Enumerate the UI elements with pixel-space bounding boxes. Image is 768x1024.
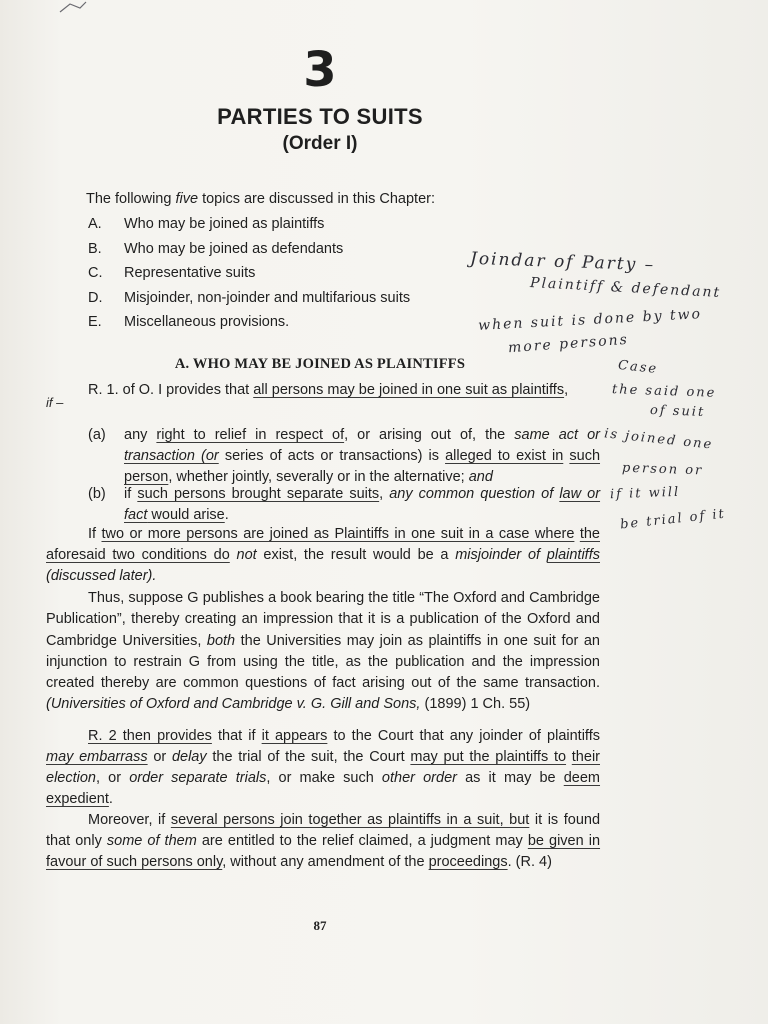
underlined-text: alleged to exist in bbox=[445, 448, 564, 464]
text: If bbox=[88, 526, 102, 542]
underlined-text: their bbox=[571, 749, 600, 765]
topic-list bbox=[88, 216, 410, 339]
text: Moreover, if bbox=[88, 812, 171, 828]
text: or bbox=[147, 749, 172, 765]
topic-text: Who may be joined as plaintiffs bbox=[124, 216, 325, 232]
topic-letter: D. bbox=[88, 289, 103, 306]
topic-letter: A. bbox=[88, 216, 102, 232]
text: if bbox=[124, 486, 138, 502]
handwritten-note: when suit is done by two bbox=[477, 306, 703, 334]
text: , bbox=[564, 382, 569, 398]
case-citation: (Universities of Oxford and Cambridge v. G. Gill and Sons, bbox=[46, 696, 421, 713]
text: to the Court that any joinder of plaintiffs bbox=[327, 728, 600, 744]
rule-2-paragraph bbox=[46, 726, 600, 810]
margin-note: if – bbox=[46, 395, 64, 410]
underlined-text: may embarrass bbox=[46, 749, 148, 765]
condition-a bbox=[124, 425, 600, 488]
italic-text: misjoinder of bbox=[455, 547, 541, 563]
handwritten-note: Case bbox=[617, 357, 659, 378]
underlined-text: such person bbox=[124, 448, 601, 485]
handwritten-note: if it will bbox=[609, 484, 681, 503]
intro-text-end: topics are discussed in this Chapter: bbox=[198, 191, 435, 207]
italic-text: order separate trials bbox=[129, 770, 267, 786]
handwritten-note: more persons bbox=[507, 331, 630, 357]
handwritten-note: is joined one bbox=[603, 426, 714, 453]
topic-item bbox=[88, 314, 410, 339]
underlined-text: may put the plaintiffs to bbox=[410, 749, 567, 765]
underlined-text: R. 2 then provides bbox=[88, 728, 212, 744]
text: , bbox=[379, 486, 390, 502]
chapter-number: 3 bbox=[303, 42, 337, 98]
handwritten-note: Joindar of Party – bbox=[469, 248, 656, 276]
underlined-text: transaction (or bbox=[124, 448, 219, 464]
text: . bbox=[224, 507, 229, 523]
text bbox=[230, 547, 237, 563]
condition-b-label: (b) bbox=[88, 486, 106, 502]
handwritten-note: be trial of it bbox=[619, 506, 727, 533]
underlined-text: the aforesaid two conditions do bbox=[46, 526, 600, 563]
topic-item bbox=[88, 265, 410, 290]
chapter-title: PARTIES TO SUITS bbox=[217, 104, 423, 129]
text: (1899) 1 Ch. 55) bbox=[420, 696, 531, 713]
text: as it may be bbox=[456, 770, 564, 786]
text: Thus, suppose G publishes a book bearing the title “The Oxford and Cambridge Publication”, thereby creating an impression that it is a publication of the Oxford and Cambridge Universities, bbox=[46, 590, 600, 649]
italic-text: election bbox=[46, 770, 96, 786]
underlined-text: proceedings bbox=[428, 854, 508, 870]
text: are entitled to the relief claimed, a judgment may bbox=[196, 833, 528, 849]
italic-text: other order bbox=[381, 770, 457, 786]
topic-letter: E. bbox=[88, 314, 102, 330]
handwritten-note: the said one bbox=[611, 382, 717, 401]
text: exist, the result would be a bbox=[256, 547, 456, 563]
underlined-text: two or more persons are joined as Plaintiffs in one suit in a case where bbox=[101, 526, 575, 542]
text: the Universities may join as plaintiffs in one suit for an injunction to restrain G from using the title, as the publication and the impression created thereby are common questions of fact arising out of the same transaction. bbox=[46, 632, 600, 692]
underlined-text: be given in favour of such persons only bbox=[46, 833, 601, 870]
underlined-text: would arise bbox=[147, 507, 225, 523]
text: , or make such bbox=[266, 770, 382, 786]
section-heading: A. WHO MAY BE JOINED AS PLAINTIFFS bbox=[174, 356, 466, 372]
underlined-text: it appears bbox=[261, 728, 328, 744]
italic-text: both bbox=[206, 632, 236, 649]
handwritten-note: person or bbox=[621, 460, 704, 479]
text: it is found that only bbox=[46, 812, 601, 849]
text: the trial of the suit, the Court bbox=[206, 749, 411, 765]
topic-item bbox=[88, 290, 410, 315]
condition-b bbox=[124, 484, 600, 526]
pen-mark bbox=[58, 0, 88, 14]
rule-4-paragraph bbox=[46, 810, 600, 873]
handwritten-note: Plaintiff & defendant bbox=[529, 275, 722, 301]
page-number: 87 bbox=[313, 918, 327, 933]
text: , whether jointly, severally or in the alternative; bbox=[168, 469, 469, 485]
italic-text: some of them bbox=[106, 833, 197, 849]
text: R. 1. of O. I provides that bbox=[88, 382, 254, 398]
text: , or arising out of, the bbox=[344, 427, 515, 443]
topic-item bbox=[88, 241, 410, 266]
text: . bbox=[108, 791, 113, 807]
underlined-text: law or fact bbox=[124, 486, 601, 523]
underlined-text: several persons join together as plaintiffs in a suit, but bbox=[170, 812, 530, 828]
italic-text: delay bbox=[171, 749, 207, 765]
underlined-text: plaintiffs bbox=[546, 547, 600, 563]
condition-a-label: (a) bbox=[88, 427, 106, 443]
italic-text: same act or bbox=[514, 427, 600, 443]
intro-emphasis: five bbox=[175, 191, 199, 207]
underlined-text: all persons may be joined in one suit as plaintiffs bbox=[253, 382, 565, 398]
topic-letter: B. bbox=[88, 240, 102, 257]
text: , without any amendment of the bbox=[222, 854, 429, 870]
topic-text: Miscellaneous provisions. bbox=[124, 314, 290, 330]
text: any bbox=[124, 427, 157, 443]
text: series of acts or transactions) is bbox=[218, 448, 446, 464]
underlined-text: deem expedient bbox=[46, 770, 601, 807]
text: that if bbox=[211, 728, 262, 744]
text: . (R. 4) bbox=[507, 854, 552, 870]
italic-text: (discussed later). bbox=[46, 568, 157, 584]
chapter-subtitle: (Order I) bbox=[282, 133, 358, 154]
italic-text: and bbox=[468, 469, 493, 485]
chapter-intro bbox=[86, 191, 435, 207]
topic-letter: C. bbox=[88, 265, 103, 281]
example-paragraph bbox=[46, 588, 600, 716]
rule-1-paragraph bbox=[88, 380, 600, 401]
topic-text: Representative suits bbox=[124, 265, 256, 281]
topic-text: Who may be joined as defendants bbox=[124, 240, 344, 257]
handwritten-note: of suit bbox=[649, 403, 706, 420]
misjoinder-paragraph bbox=[46, 524, 600, 587]
italic-text: any common question of bbox=[389, 486, 554, 502]
intro-text: The following bbox=[86, 191, 176, 207]
underlined-text: such persons brought separate suits bbox=[137, 486, 380, 502]
italic-text: not bbox=[236, 547, 257, 563]
underlined-text: right to relief in respect of bbox=[156, 427, 345, 443]
topic-item bbox=[88, 216, 410, 241]
topic-text: Misjoinder, non-joinder and multifarious suits bbox=[124, 289, 411, 306]
text: , or bbox=[95, 770, 130, 786]
text bbox=[540, 547, 547, 563]
